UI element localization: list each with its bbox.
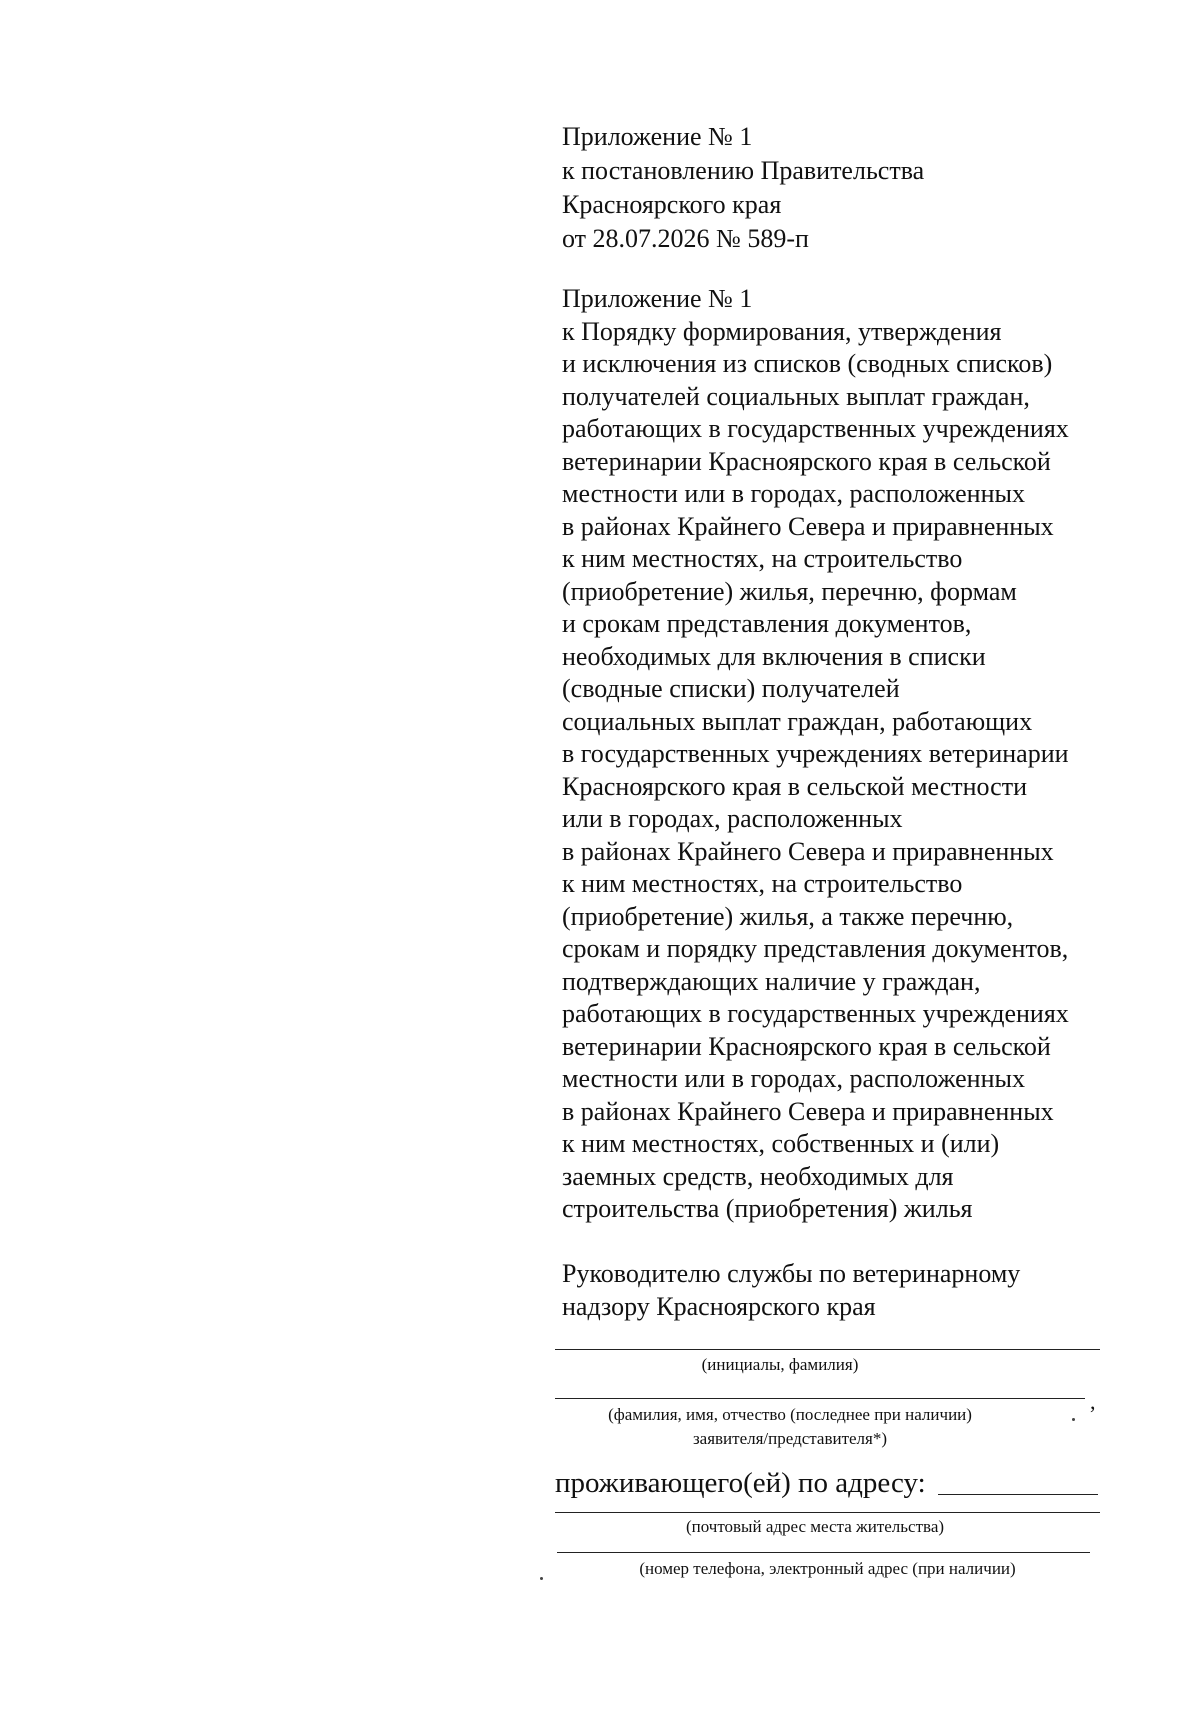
annex-procedure-line: в государственных учреждениях ветеринарии bbox=[562, 739, 1069, 768]
annex-procedure-line: и исключения из списков (сводных списков) bbox=[562, 349, 1053, 378]
annex-procedure-line: к ним местностях, на строительство bbox=[562, 869, 963, 898]
annex-procedure-line: (приобретение) жилья, перечню, формам bbox=[562, 576, 1017, 606]
addressee-block bbox=[562, 1258, 1122, 1323]
annex-procedure-line: подтверждающих наличие у граждан, bbox=[562, 966, 981, 996]
applicant-caption-line1: (фамилия, имя, отчество (последнее при наличии) bbox=[608, 1405, 972, 1424]
postal-address-field[interactable] bbox=[555, 1512, 1100, 1513]
scan-speck bbox=[540, 1577, 543, 1580]
annex-procedure-line: или в городах, расположенных bbox=[562, 804, 903, 833]
trailing-comma: , bbox=[1090, 1389, 1096, 1414]
annex-procedure-line: местности или в городах, расположенных bbox=[562, 479, 1025, 508]
annex-procedure-line: к Порядку формирования, утверждения bbox=[562, 316, 1002, 346]
contact-caption: (номер телефона, электронный адрес (при наличии) bbox=[639, 1559, 1016, 1578]
postal-address-caption: (почтовый адрес места жительства) bbox=[685, 1517, 945, 1536]
addressee-line: Руководителю службы по ветеринарному bbox=[562, 1259, 1021, 1288]
annex-procedure-line: работающих в государственных учреждениях bbox=[562, 999, 1069, 1028]
annex-procedure-line: ветеринарии Красноярского края в сельской bbox=[562, 1031, 1051, 1061]
initials-field[interactable] bbox=[555, 1349, 1100, 1350]
annex-procedure-line: социальных выплат граждан, работающих bbox=[562, 706, 1033, 736]
annex-government-line: к постановлению Правительства bbox=[562, 156, 925, 185]
applicant-name-field[interactable] bbox=[555, 1398, 1085, 1399]
annex-procedure-line: и срокам представления документов, bbox=[562, 609, 972, 638]
annex-procedure-line: работающих в государственных учреждениях bbox=[562, 414, 1069, 443]
annex-procedure-line: местности или в городах, расположенных bbox=[562, 1064, 1025, 1093]
annex-procedure-line: к ним местностях, на строительство bbox=[562, 544, 963, 573]
applicant-caption-line2: заявителя/представителя*) bbox=[692, 1429, 888, 1448]
annex-government-line: Красноярского края bbox=[562, 190, 782, 219]
annex-government-header bbox=[562, 120, 1122, 256]
annex-procedure-line: в районах Крайнего Севера и приравненных bbox=[562, 836, 1054, 866]
annex-procedure-line: в районах Крайнего Севера и приравненных bbox=[562, 1096, 1054, 1126]
annex-procedure-line: получателей социальных выплат граждан, bbox=[562, 381, 1030, 411]
contact-field[interactable] bbox=[557, 1552, 1090, 1553]
residing-address-field[interactable] bbox=[938, 1494, 1098, 1495]
residing-label: проживающего(ей) по адресу: bbox=[555, 1467, 926, 1499]
annex-procedure-line: (сводные списки) получателей bbox=[562, 674, 900, 703]
annex-procedure-line: в районах Крайнего Севера и приравненных bbox=[562, 511, 1054, 541]
annex-procedure-line: (приобретение) жилья, а также перечню, bbox=[562, 901, 1014, 931]
scan-speck bbox=[1072, 1418, 1075, 1421]
initials-caption: (инициалы, фамилия) bbox=[701, 1355, 859, 1374]
annex-procedure-line: необходимых для включения в списки bbox=[562, 641, 986, 671]
annex-procedure-line: срокам и порядку представления документов, bbox=[562, 934, 1069, 963]
annex-government-line: Приложение № 1 bbox=[562, 122, 753, 151]
addressee-line: надзору Красноярского края bbox=[562, 1291, 876, 1321]
annex-procedure-line: Красноярского края в сельской местности bbox=[562, 771, 1027, 801]
annex-procedure-line: ветеринарии Красноярского края в сельской bbox=[562, 446, 1051, 476]
annex-government-line: от 28.07.2026 № 589-п bbox=[562, 224, 809, 253]
annex-procedure-line: заемных средств, необходимых для bbox=[562, 1161, 954, 1191]
annex-procedure-line: к ним местностях, собственных и (или) bbox=[562, 1129, 1000, 1158]
annex-procedure-header bbox=[562, 283, 1122, 1226]
annex-procedure-line: строительства (приобретения) жилья bbox=[562, 1194, 973, 1223]
annex-procedure-line: Приложение № 1 bbox=[562, 284, 753, 313]
